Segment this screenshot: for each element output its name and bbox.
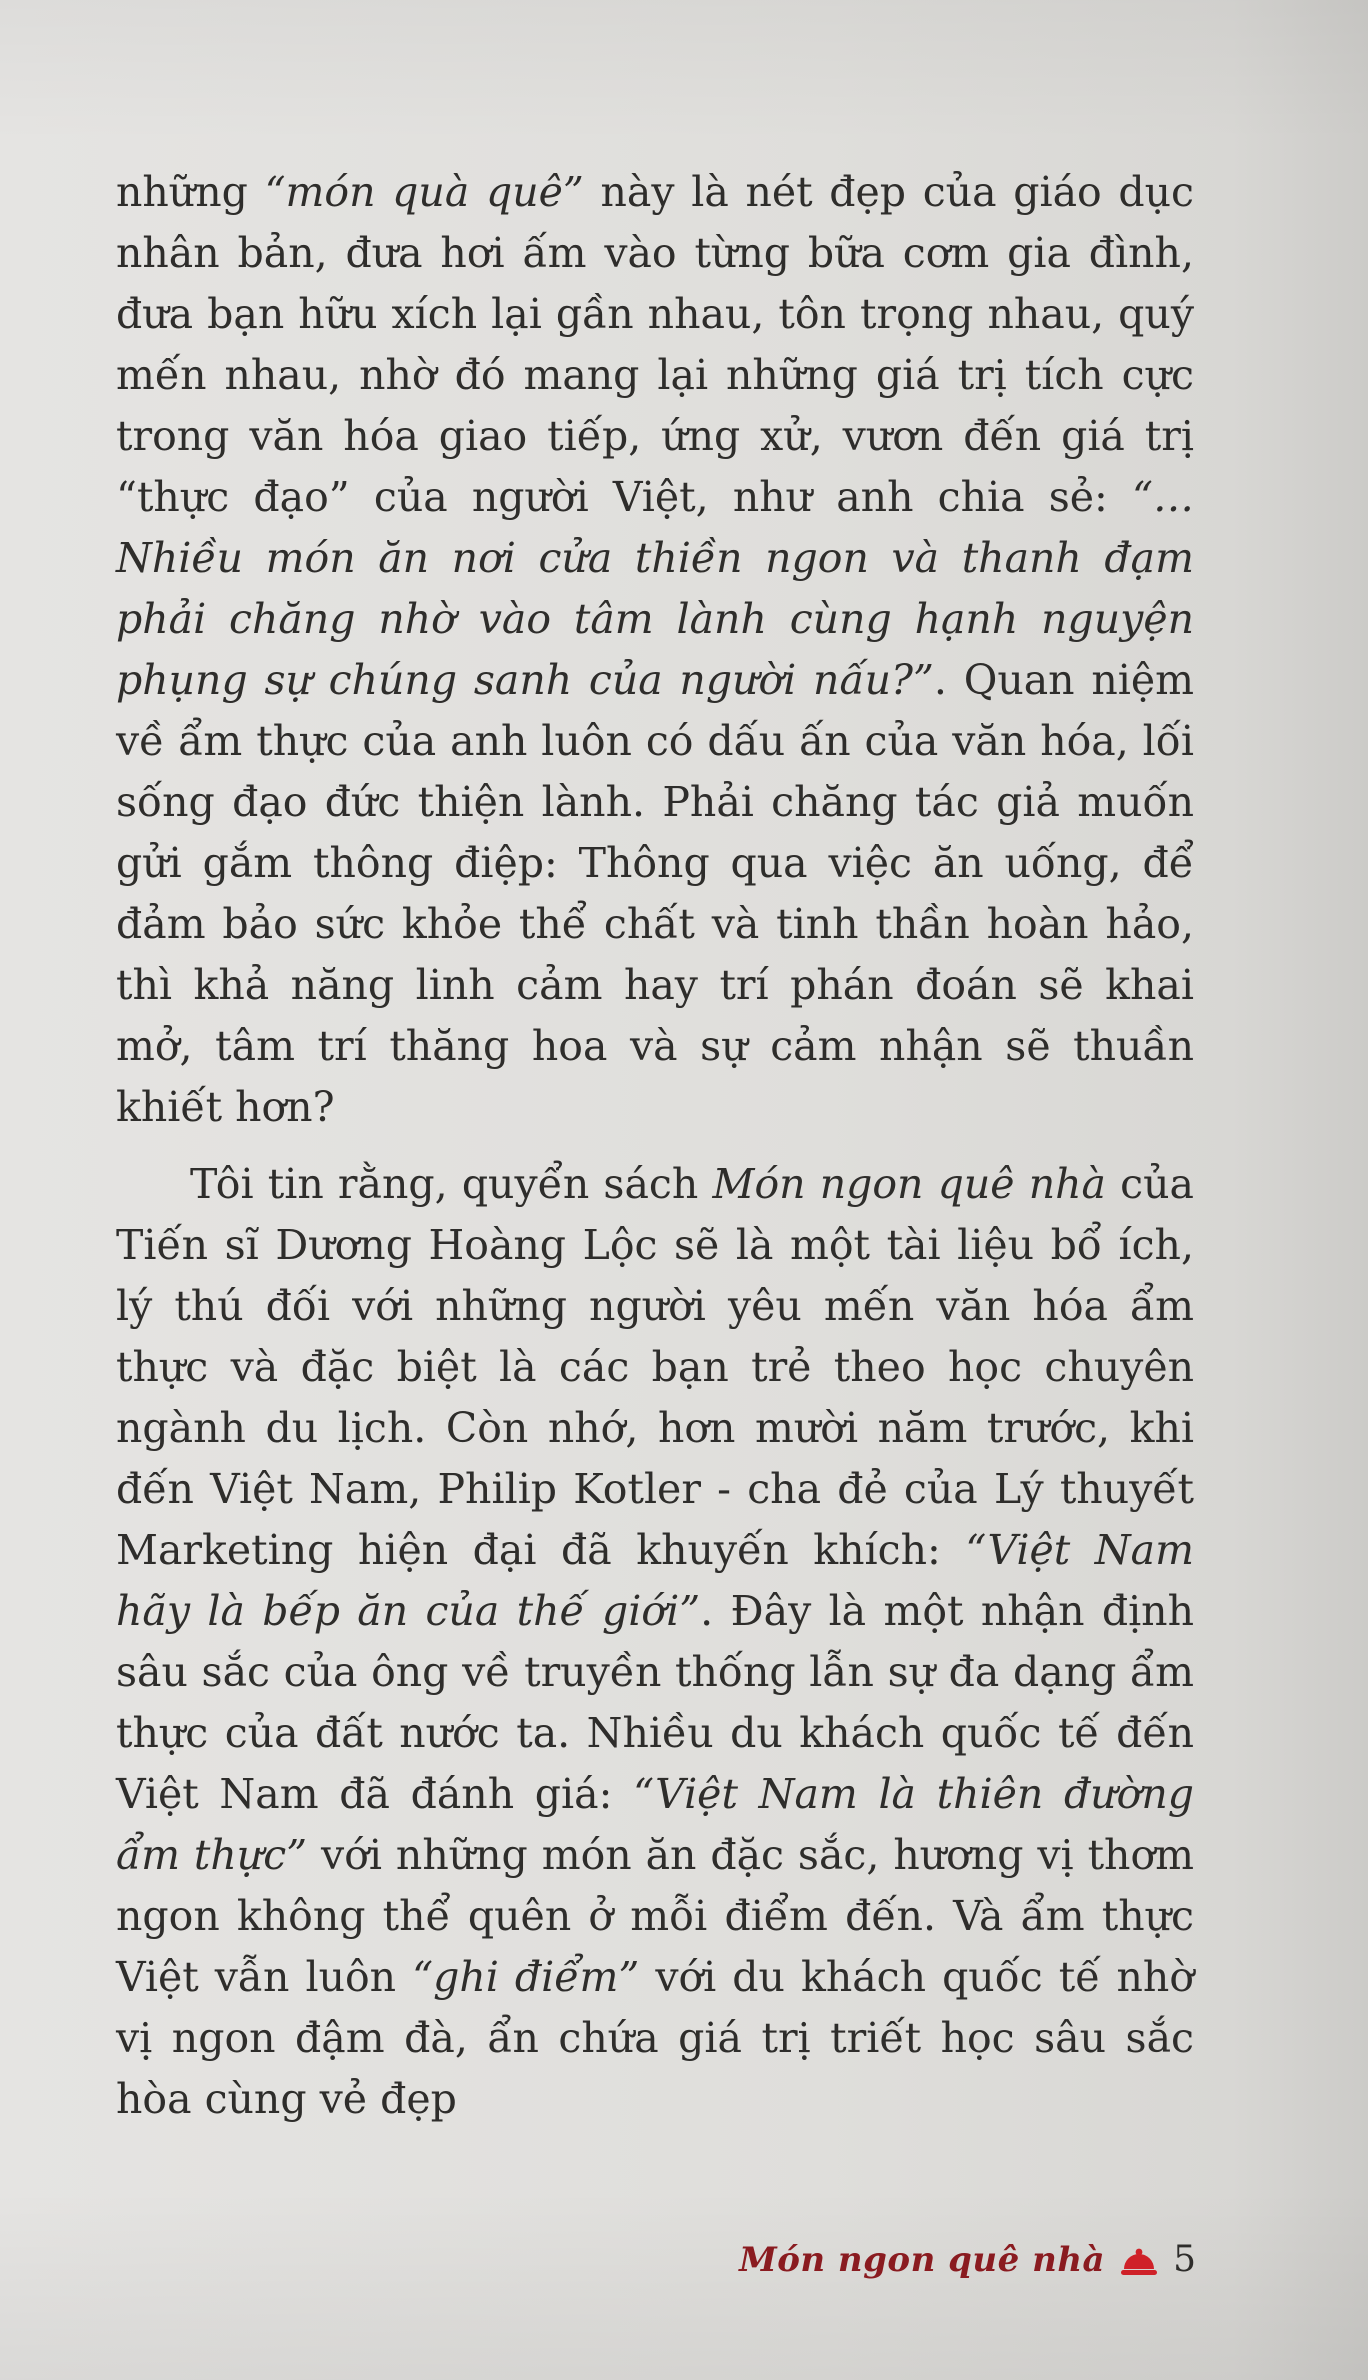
text-run: của Tiến sĩ Dương Hoàng Lộc sẽ là một tài liệu bổ ích, lý thú đối với những người yêu mến văn hóa ẩm thực và đặc biệt là các bạn trẻ theo học chuyên ngành du lịch. Còn nhớ, hơn mười năm trước, khi đến Việt Nam, Philip Kotler - cha đẻ của Lý thuyết Marketing hiện đại đã khuyến khích: <box>116 1160 1194 1574</box>
text-run: với những món ăn đặc sắc, hương vị thơm ngon không thể quên ở mỗi điểm đến. Và ẩm thực Việt vẫn luôn <box>116 1831 1195 2001</box>
text-run: Tôi tin rằng, quyển sách <box>190 1160 713 1208</box>
italic-text-run: “Việt Nam là thiên đường ẩm thực” <box>116 1770 1194 1879</box>
page-footer <box>739 2239 1196 2280</box>
running-footer-book-title: Món ngon quê nhà <box>739 2239 1106 2280</box>
text-run: . Quan niệm về ẩm thực của anh luôn có dấu ấn của văn hóa, lối sống đạo đức thiện lành. Phải chăng tác giả muốn gửi gắm thông điệp: Thông qua việc ăn uống, để đảm bảo sức khỏe thể chất và tinh thần hoàn hảo, thì khả năng linh cảm hay trí phán đoán sẽ khai mở, tâm trí thăng hoa và sự cảm nhận sẽ thuần khiết hơn? <box>116 656 1194 1131</box>
italic-text-run: Món ngon quê nhà <box>712 1160 1106 1208</box>
text-run: với du khách quốc tế nhờ vị ngon đậm đà, ẩn chứa giá trị triết học sâu sắc hòa cùng vẻ đẹp <box>116 1953 1195 2123</box>
text-run: . Đây là một nhận định sâu sắc của ông về truyền thống lẫn sự đa dạng ẩm thực của đất nước ta. Nhiều du khách quốc tế đến Việt Nam đã đánh giá: <box>116 1587 1194 1818</box>
page-number: 5 <box>1173 2239 1196 2280</box>
paragraph <box>116 162 1194 1138</box>
text-run: những <box>116 168 265 216</box>
food-cloche-icon <box>1119 2246 1159 2278</box>
paragraph <box>116 1154 1194 2130</box>
italic-text-run: “Việt Nam hãy là bếp ăn của thế giới” <box>116 1526 1194 1635</box>
page-body-text <box>116 162 1194 2146</box>
italic-text-run: “…Nhiều món ăn nơi cửa thiền ngon và thanh đạm phải chăng nhờ vào tâm lành cùng hạnh nguyện phụng sự chúng sanh của người nấu?” <box>116 473 1194 704</box>
text-run: này là nét đẹp của giáo dục nhân bản, đưa hơi ấm vào từng bữa cơm gia đình, đưa bạn hữu xích lại gần nhau, tôn trọng nhau, quý mến nhau, nhờ đó mang lại những giá trị tích cực trong văn hóa giao tiếp, ứng xử, vươn đến giá trị “thực đạo” của người Việt, như anh chia sẻ: <box>116 168 1194 521</box>
italic-text-run: “món quà quê” <box>264 168 584 216</box>
italic-text-run: “ghi điểm” <box>412 1953 640 2001</box>
